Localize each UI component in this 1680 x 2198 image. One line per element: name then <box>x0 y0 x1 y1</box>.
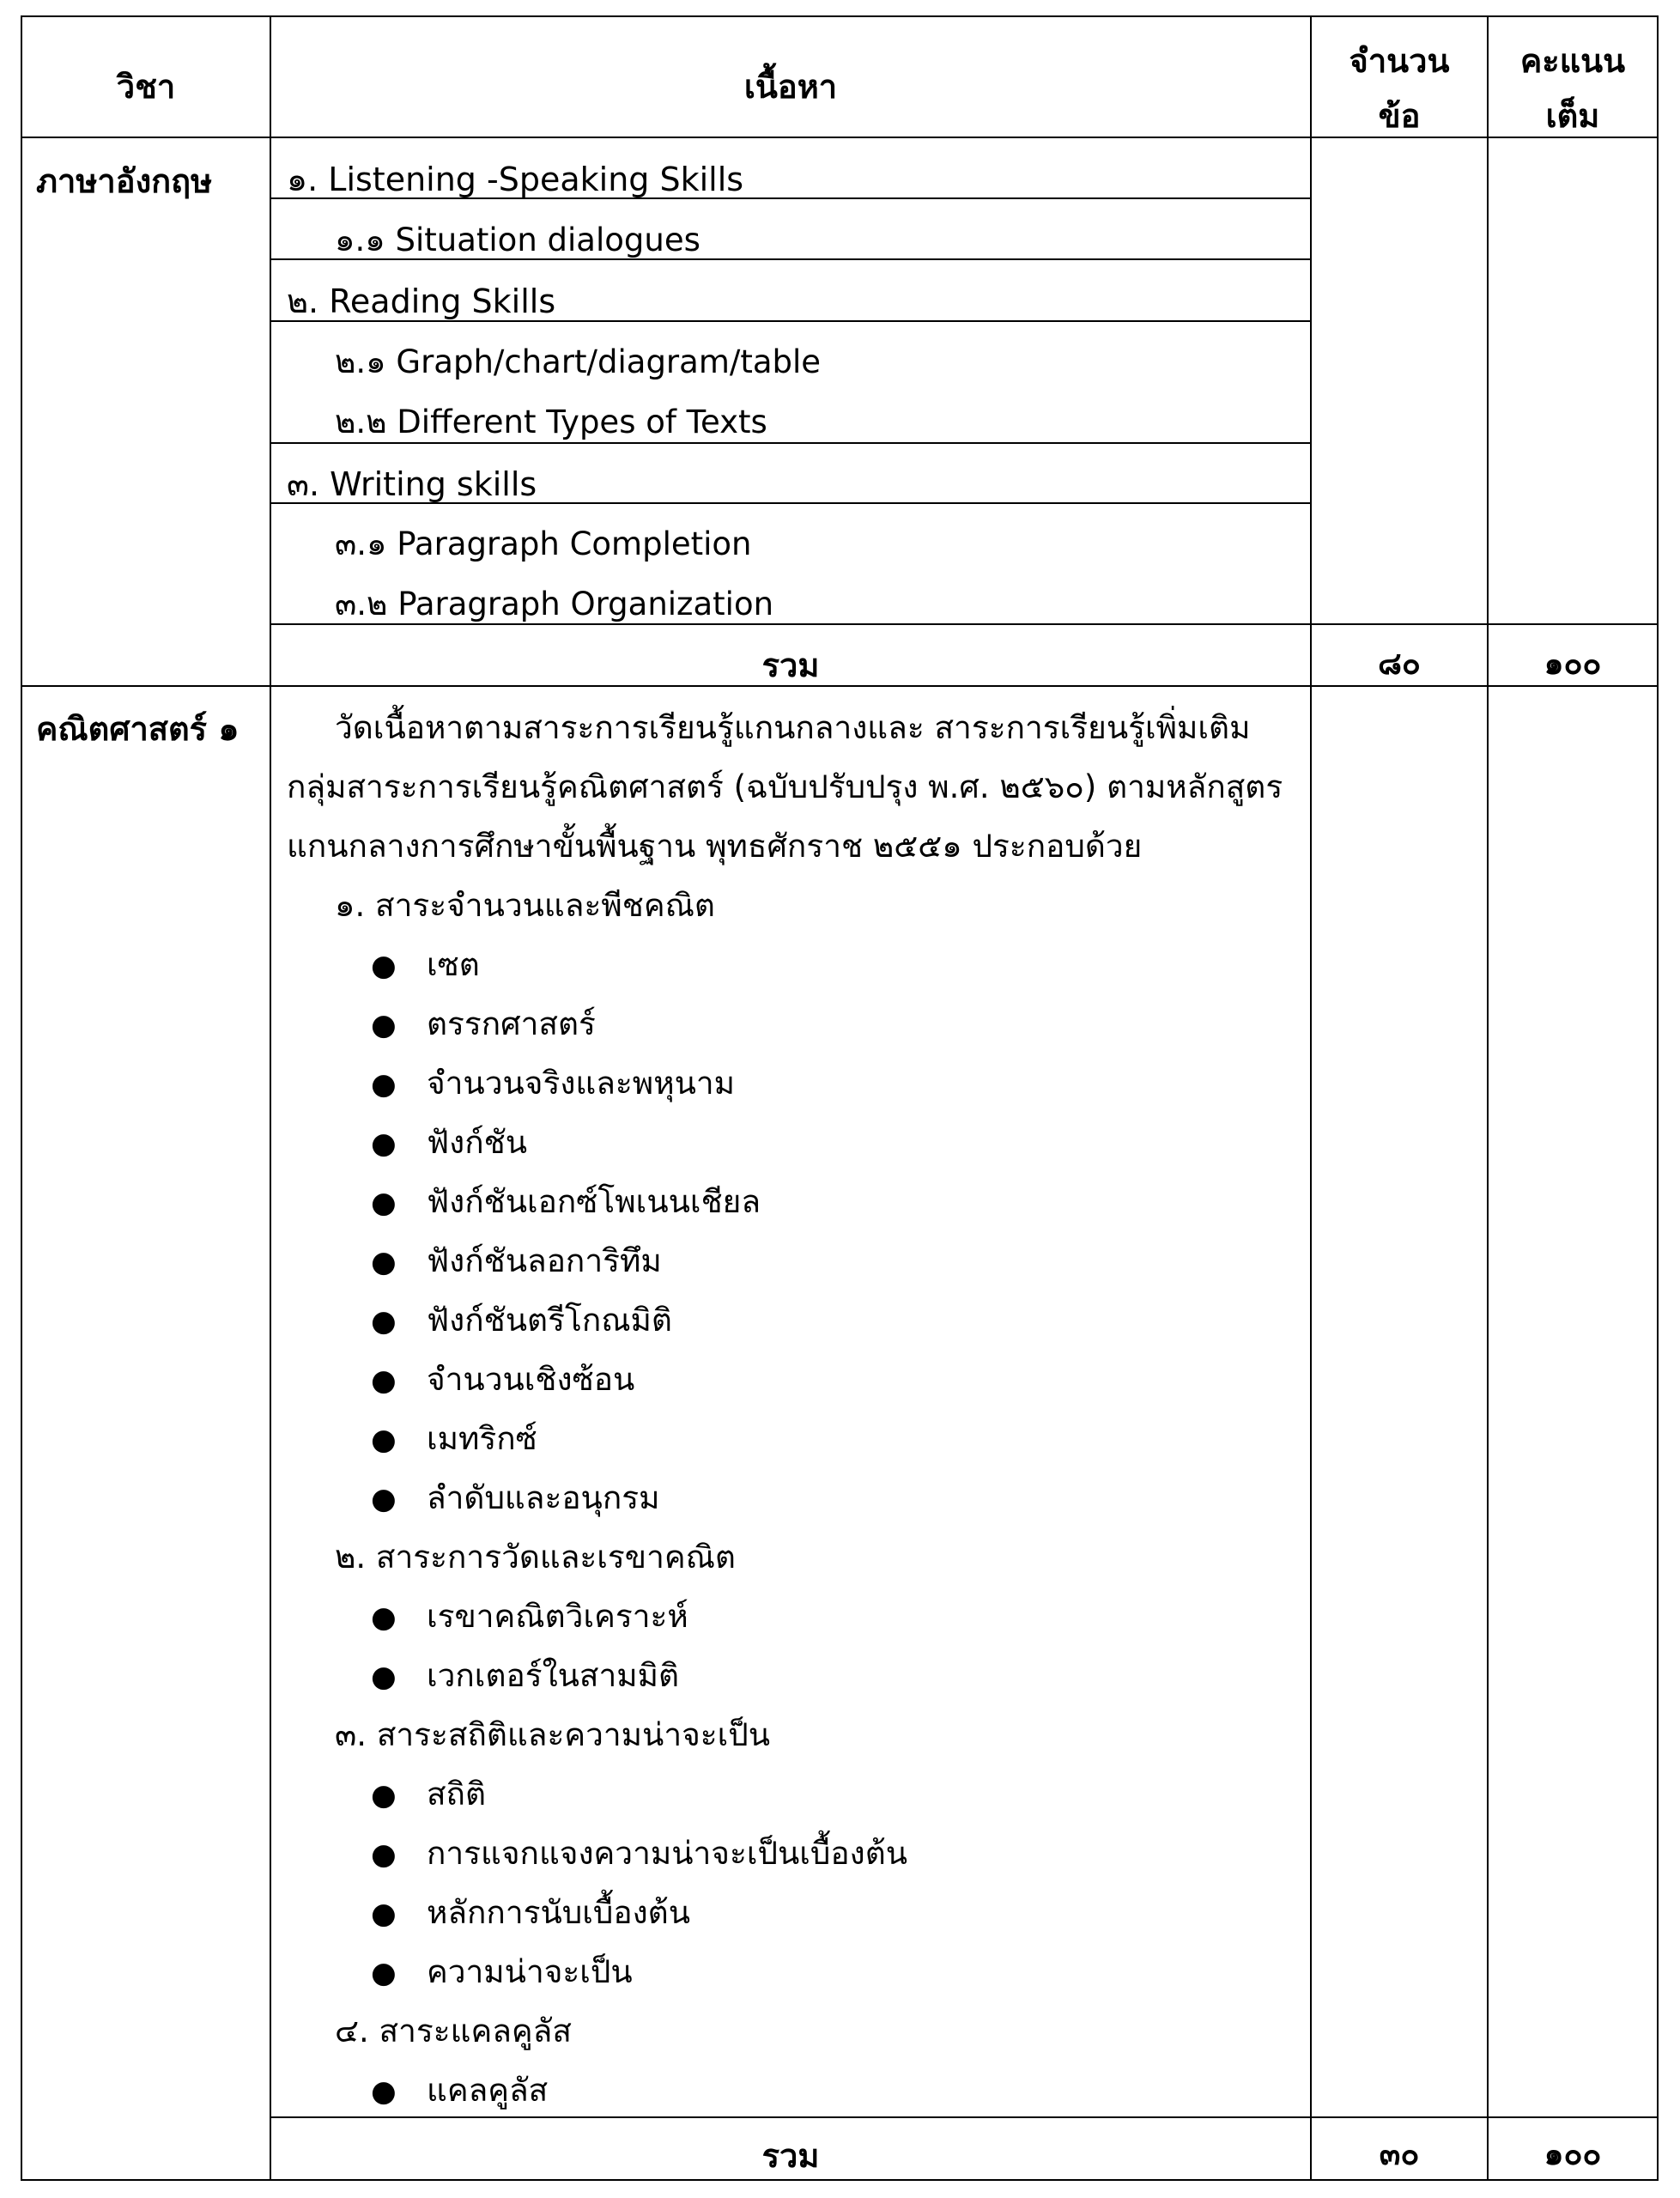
english-item-2-1: ๒.๑ Graph/chart/diagram/table <box>335 343 822 380</box>
math-strand-3-item-3 <box>371 1887 690 1938</box>
english-item-1-1: ๑.๑ Situation dialogues <box>335 222 701 258</box>
math-item-label: แคลคูลัส <box>426 2072 549 2109</box>
header-score-line2: เต็ม <box>1545 97 1600 135</box>
math-item-label: ตรรกศาสตร์ <box>426 1005 596 1042</box>
math-strand-3-item-1 <box>371 1769 486 1819</box>
column-divider-content <box>1310 15 1312 2181</box>
english-item-3-1: ๓.๑ Paragraph Completion <box>335 525 752 562</box>
english-section-3-title: ๓. Writing skills <box>287 465 537 503</box>
math-item-label: จำนวนเชิงซ้อน <box>426 1361 635 1398</box>
table-border-left <box>21 15 22 2181</box>
math-intro-line-1: วัดเนื้อหาตามสาระการเรียนรู้แกนกลางและ สาระการเรียนรู้เพิ่มเติม <box>335 709 1251 746</box>
bullet-icon: ● <box>371 1245 397 1279</box>
bullet-icon: ● <box>371 1837 397 1872</box>
math-item-label: ฟังก์ชันลอการิทึม <box>426 1242 662 1279</box>
header-count-line1: จำนวน <box>1349 42 1450 80</box>
bullet-icon: ● <box>371 2074 397 2109</box>
math-item-label: เมทริกซ์ <box>426 1420 537 1457</box>
math-total-line <box>270 2116 1659 2118</box>
math-strand-1-item-7 <box>371 1295 672 1345</box>
bullet-icon: ● <box>371 1778 397 1812</box>
math-item-label: เรขาคณิตวิเคราะห์ <box>426 1598 688 1635</box>
math-strand-2-item-1 <box>371 1591 688 1642</box>
bullet-icon: ● <box>371 949 397 983</box>
math-total-score: ๑๐๐ <box>1544 2137 1602 2172</box>
math-item-label: หลักการนับเบื้องต้น <box>426 1894 691 1931</box>
column-divider-count <box>1487 15 1489 2181</box>
math-strand-1-item-10 <box>371 1472 660 1523</box>
math-strand-1-item-1 <box>371 939 480 990</box>
math-intro-line-2: กลุ่มสาระการเรียนรู้คณิตศาสตร์ (ฉบับปรับปรุง พ.ศ. ๒๕๖๐) ตามหลักสูตร <box>287 768 1283 805</box>
bullet-icon: ● <box>371 1186 397 1220</box>
bullet-icon: ● <box>371 1126 397 1161</box>
math-item-label: ฟังก์ชันเอกซ์โพเนนเชียล <box>426 1183 761 1220</box>
bullet-icon: ● <box>371 1008 397 1042</box>
english-section-1-title: ๑. Listening -Speaking Skills <box>287 161 744 198</box>
math-strand-1-item-2 <box>371 999 596 1049</box>
header-subject: วิชา <box>116 68 176 106</box>
header-score-line1: คะแนน <box>1519 42 1626 80</box>
english-total-count: ๘๐ <box>1378 647 1421 682</box>
math-strand-1-item-9 <box>371 1413 537 1464</box>
math-strand-1-item-4 <box>371 1117 527 1168</box>
math-subject: คณิตศาสตร์ ๑ <box>36 710 240 748</box>
table-border-right <box>1657 15 1659 2181</box>
math-strand-2-title: ๒. สาระการวัดและเรขาคณิต <box>335 1539 736 1576</box>
math-strand-2-item-2 <box>371 1650 679 1701</box>
math-total-label: รวม <box>761 2137 820 2175</box>
math-strand-1-item-8 <box>371 1354 634 1405</box>
math-strand-1-item-3 <box>371 1058 735 1108</box>
math-strand-3-title: ๓. สาระสถิติและความน่าจะเป็น <box>335 1716 771 1753</box>
english-total-score: ๑๐๐ <box>1544 647 1602 682</box>
english-total-label: รวม <box>761 647 820 684</box>
bullet-icon: ● <box>371 1423 397 1457</box>
math-item-label: การแจกแจงความน่าจะเป็นเบื้องต้น <box>426 1835 908 1872</box>
math-item-label: เวกเตอร์ในสามมิติ <box>426 1657 680 1694</box>
english-item-3-2: ๓.๒ Paragraph Organization <box>335 586 774 622</box>
header-count-line2: ข้อ <box>1378 97 1421 135</box>
bullet-icon: ● <box>371 1897 397 1931</box>
math-item-label: สถิติ <box>426 1776 486 1812</box>
math-item-label: เซต <box>426 946 480 983</box>
math-item-label: ลำดับและอนุกรม <box>426 1479 660 1516</box>
english-section-2-title: ๒. Reading Skills <box>287 282 556 320</box>
bullet-icon: ● <box>371 1482 397 1516</box>
bullet-icon: ● <box>371 1660 397 1694</box>
column-divider-subject <box>270 15 271 2181</box>
bullet-icon: ● <box>371 1363 397 1398</box>
math-item-label: ความน่าจะเป็น <box>426 1953 633 1990</box>
math-intro-line-3: แกนกลางการศึกษาขั้นพื้นฐาน พุทธศักราช ๒๕๕๑ ประกอบด้วย <box>287 828 1143 865</box>
bullet-icon: ● <box>371 1956 397 1990</box>
math-strand-1-title: ๑. สาระจำนวนและพีชคณิต <box>335 887 715 924</box>
header-content: เนื้อหา <box>743 68 838 106</box>
math-strand-3-item-2 <box>371 1828 907 1879</box>
math-item-label: ฟังก์ชันตรีโกณมิติ <box>426 1302 672 1339</box>
math-strand-4-item-1 <box>371 2065 548 2116</box>
math-item-label: ฟังก์ชัน <box>426 1124 528 1161</box>
english-subject: ภาษาอังกฤษ <box>36 162 213 200</box>
bullet-icon: ● <box>371 1600 397 1635</box>
bullet-icon: ● <box>371 1067 397 1102</box>
math-strand-1-item-6 <box>371 1236 662 1286</box>
math-item-label: จำนวนจริงและพหุนาม <box>426 1065 736 1102</box>
math-total-count: ๓๐ <box>1379 2137 1420 2172</box>
english-item-2-2: ๒.๒ Different Types of Texts <box>335 404 767 440</box>
bullet-icon: ● <box>371 1304 397 1339</box>
math-strand-1-item-5 <box>371 1176 761 1227</box>
math-strand-3-item-4 <box>371 1946 633 1997</box>
table-border-top <box>21 15 1659 17</box>
math-strand-4-title: ๔. สาระแคลคูลัส <box>335 2013 572 2049</box>
